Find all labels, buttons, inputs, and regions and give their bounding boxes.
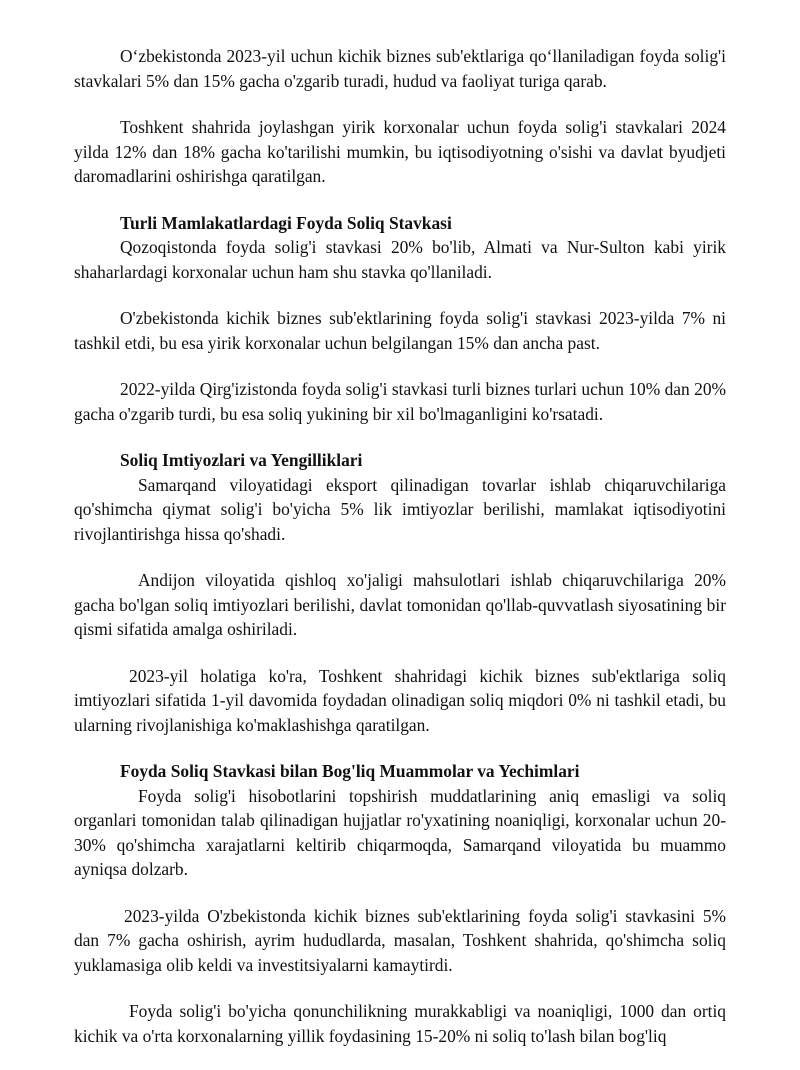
section2-paragraph-3: 2023-yil holatiga ko'ra, Toshkent shahridagi kichik biznes sub'ektlariga soliq imtiyozlari sifatida 1-yil davomida foydadan olinadigan soliq miqdori 0% ni tashkil etadi, bu ularning rivojlanishiga ko'maklashishga qaratilgan. bbox=[74, 665, 726, 735]
section2-paragraph-1: Samarqand viloyatidagi eksport qilinadigan tovarlar ishlab chiqaruvchilariga qo'shimcha qiymat solig'i bo'yicha 5% lik imtiyozlar berilishi, mamlakat iqtisodiyotini rivojlantirishga hissa qo'shadi. bbox=[74, 474, 726, 544]
section1-paragraph-1: Qozoqistonda foyda solig'i stavkasi 20% bo'lib, Almati va Nur-Sulton kabi yirik shaharlardagi korxonalar uchun ham shu stavka qo'llaniladi. bbox=[74, 237, 726, 282]
intro-paragraph-2: Toshkent shahrida joylashgan yirik korxonalar uchun foyda solig'i stavkalari 2024 yilda 12% dan 18% gacha ko'tarilishi mumkin, bu iqtisodiyotning o'sishi va davlat byudjeti daromadlarini oshirishga qaratilgan. bbox=[74, 117, 726, 186]
section-heading-problems-solutions: Foyda Soliq Stavkasi bilan Bog'liq Muammolar va Yechimlari bbox=[120, 761, 580, 781]
section-heading-tax-rates: Turli Mamlakatlardagi Foyda Soliq Stavkasi bbox=[120, 212, 452, 233]
section3-paragraph-1: Foyda solig'i hisobotlarini topshirish muddatlarining aniq emasligi va soliq organlari tomonidan talab qilinadigan hujjatlar ro'yxatining noaniqligi, korxonalar uchun 20-30% qo'shimcha xarajatlarni keltirib chiqarmoqda, Samarqand viloyatida bu muammo ayniqsa dolzarb. bbox=[74, 785, 726, 879]
section2-paragraph-2: Andijon viloyatida qishloq xo'jaligi mahsulotlari ishlab chiqaruvchilariga 20% gacha bo'lgan soliq imtiyozlari berilishi, davlat tomonidan qo'llab-quvvatlash siyosatining bir qismi sifatida amalga oshiriladi. bbox=[74, 570, 726, 639]
section3-paragraph-3: Foyda solig'i bo'yicha qonunchilikning murakkabligi va noaniqligi, 1000 dan ortiq kichik va o'rta korxonalarning yillik foydasining 15-20% ni soliq to'lash bilan bog'liq bbox=[74, 1001, 726, 1046]
section3-paragraph-2: 2023-yilda O'zbekistonda kichik biznes sub'ektlarining foyda solig'i stavkasini 5% dan 7% gacha oshirish, ayrim hududlarda, masalan, Toshkent shahrida, qo'shimcha soliq yuklamasiga olib keldi va investitsiyalarni kamaytirdi. bbox=[74, 905, 726, 975]
section1-paragraph-3: 2022-yilda Qirg'izistonda foyda solig'i stavkasi turli biznes turlari uchun 10% dan 20% gacha o'zgarib turdi, bu esa soliq yukining bir xil bo'lmaganligini ko'rsatadi. bbox=[74, 379, 726, 424]
intro-paragraph-1: O‘zbekistonda 2023-yil uchun kichik biznes sub'ektlariga qo‘llaniladigan foyda solig'i stavkalari 5% dan 15% gacha o'zgarib turadi, hudud va faoliyat turiga qarab. bbox=[74, 46, 726, 91]
document-page bbox=[74, 44, 726, 1070]
section-heading-tax-benefits: Soliq Imtiyozlari va Yengilliklari bbox=[120, 450, 363, 470]
section1-paragraph-2: O'zbekistonda kichik biznes sub'ektlarining foyda solig'i stavkasi 2023-yilda 7% ni tashkil etdi, bu esa yirik korxonalar uchun belgilangan 15% dan ancha past. bbox=[74, 308, 726, 353]
